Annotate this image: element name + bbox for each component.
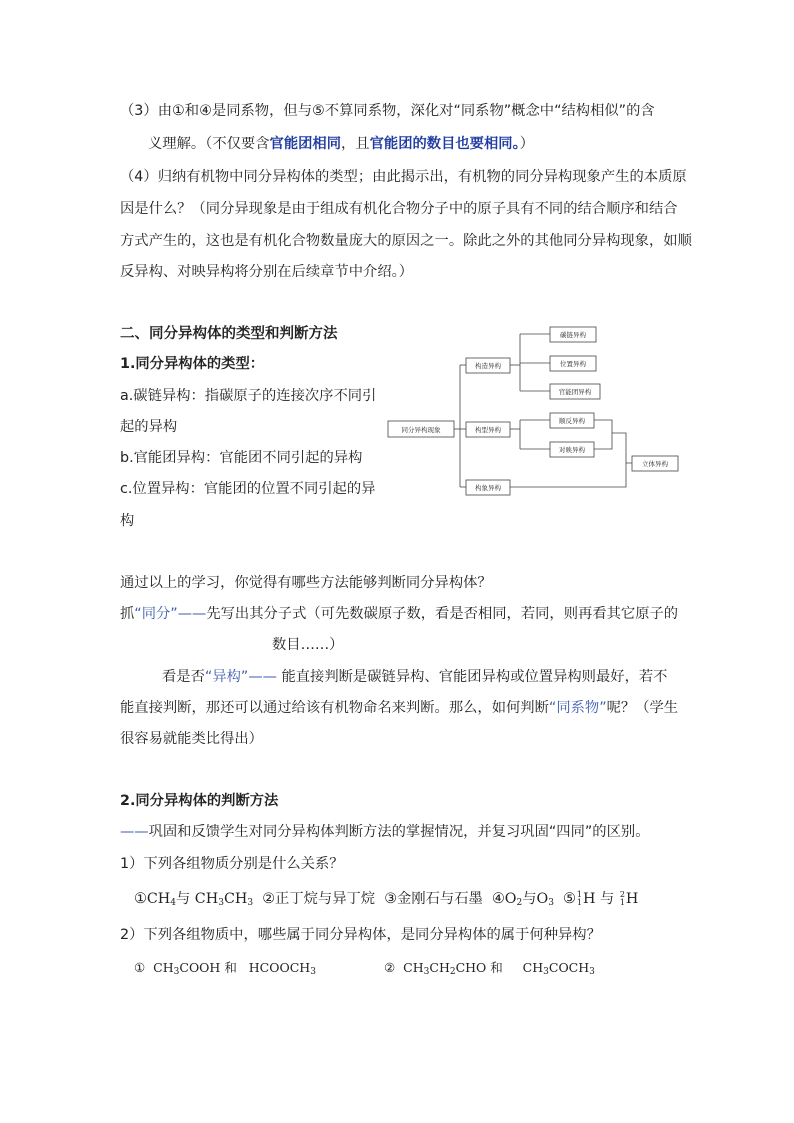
q1-item4: $④O_2$与$O_3$ [491,891,554,908]
method-step2-end: 很容易就能类比得出） [120,731,263,747]
dash: —— [248,669,277,685]
step2c-text: 呢？（学生 [606,700,679,716]
tongxiwu-term: “同系物” [548,700,607,716]
method-step2-cont [120,697,678,717]
grab-text: 抓 [120,606,135,622]
methods-desc [120,821,650,841]
para3-highlight1: 官能团相同 [269,136,342,152]
type-a-line2: 起的异构 [120,419,178,435]
type-a-line1: a.碳链异构：指碳原子的连接次序不同引 [120,388,377,404]
question1-label: 1）下列各组物质分别是什么关系？ [120,856,344,872]
para4-line4: 反异构、对映异构将分别在后续章节中介绍。） [120,264,414,280]
subheading-types: 1.同分异构体的类型： [120,356,265,372]
label-constitutional: 构造异构 [475,362,501,370]
label-functional: 官能团异构 [558,388,592,396]
type-c-line2: 构 [120,513,135,529]
label-conformation: 构象异构 [475,484,501,492]
method-step2 [162,666,667,686]
para3-highlight2: 官能团的数目也要相同。 [369,136,520,152]
label-enantio: 对映异构 [559,446,585,454]
q2-pair1: ① $CH_3COOH$ 和 $HCOOCH_3$ [134,960,316,977]
q1-item1: $①CH_4$与 $CH_3CH_3$ [134,891,254,908]
para3-line2 [148,133,534,153]
para4-line3: 方式产生的，这也是有机化合物数量庞大的原因之一。除此之外的其他同分异构现象，如顺 [120,233,692,249]
method-question: 通过以上的学习，你觉得有哪些方法能够判断同分异构体？ [120,575,492,591]
q1-item2: ②正丁烷与异丁烷 [262,891,376,907]
type-b: b.官能团异构：官能团不同引起的异构 [120,450,363,466]
label-root: 同分异构现象 [401,426,441,434]
label-cistrans: 顺反异构 [559,417,585,425]
section-heading: 二、同分异构体的类型和判断方法 [120,326,338,342]
step2-text: 能直接判断是碳链异构、官能团异构或位置异构则最好，若不 [281,669,668,685]
step1-text: 先写出其分子式（可先数碳原子数，看是否相同，若同，则再看其它原子的 [206,606,679,622]
dash: —— [177,606,207,622]
label-stereo: 构型异构 [475,426,501,434]
para3-line1: （3）由①和④是同系物，但与⑤不算同系物，深化对“同系物”概念中“结构相似”的含 [120,103,655,119]
tongfen-term: “同分” [134,606,178,622]
look-text: 看是否 [162,669,205,685]
q1-item3: ③金刚石与石墨 [384,891,483,907]
yigou-term: “异构” [204,669,249,685]
question1-items [134,888,638,908]
method-step1-cont: 数目……） [272,637,344,653]
para3-text3: ） [519,136,535,152]
q1-item5: ⑤ 1 1 H 与 2 1 H [563,890,639,907]
para3-text: 义理解。（不仅要含 [148,136,270,152]
para4-line1: （4）归纳有机物中同分异构体的类型；由此揭示出，有机物的同分异构现象产生的本质原 [120,169,687,185]
step2b-text: 能直接判断，那还可以通过给该有机物命名来判断。那么，如何判断 [120,700,549,716]
method-step1 [120,603,678,623]
para3-text2: ，且 [341,136,370,152]
label-spatial: 立体异构 [642,460,668,468]
q2-pair2: ② $CH_3CH_2CHO$ 和 $CH_3COCH_3$ [384,960,595,977]
label-position: 位置异构 [560,360,586,368]
label-chain: 碳链异构 [560,331,586,339]
dash: —— [120,824,149,840]
isomer-classification-diagram [380,320,690,505]
desc-text: 巩固和反馈学生对同分异构体判断方法的掌握情况，并复习巩固“四同”的区别。 [148,824,650,840]
type-c-line1: c.位置异构：官能团的位置不同引起的异 [120,481,376,497]
subheading-methods: 2.同分异构体的判断方法 [120,793,279,809]
para4-line2: 因是什么？（同分异现象是由于组成有机化合物分子中的原子具有不同的结合顺序和结合 [120,201,678,217]
question2-label: 2）下列各组物质中，哪些属于同分异构体，是同分异构体的属于何种异构？ [120,927,601,943]
